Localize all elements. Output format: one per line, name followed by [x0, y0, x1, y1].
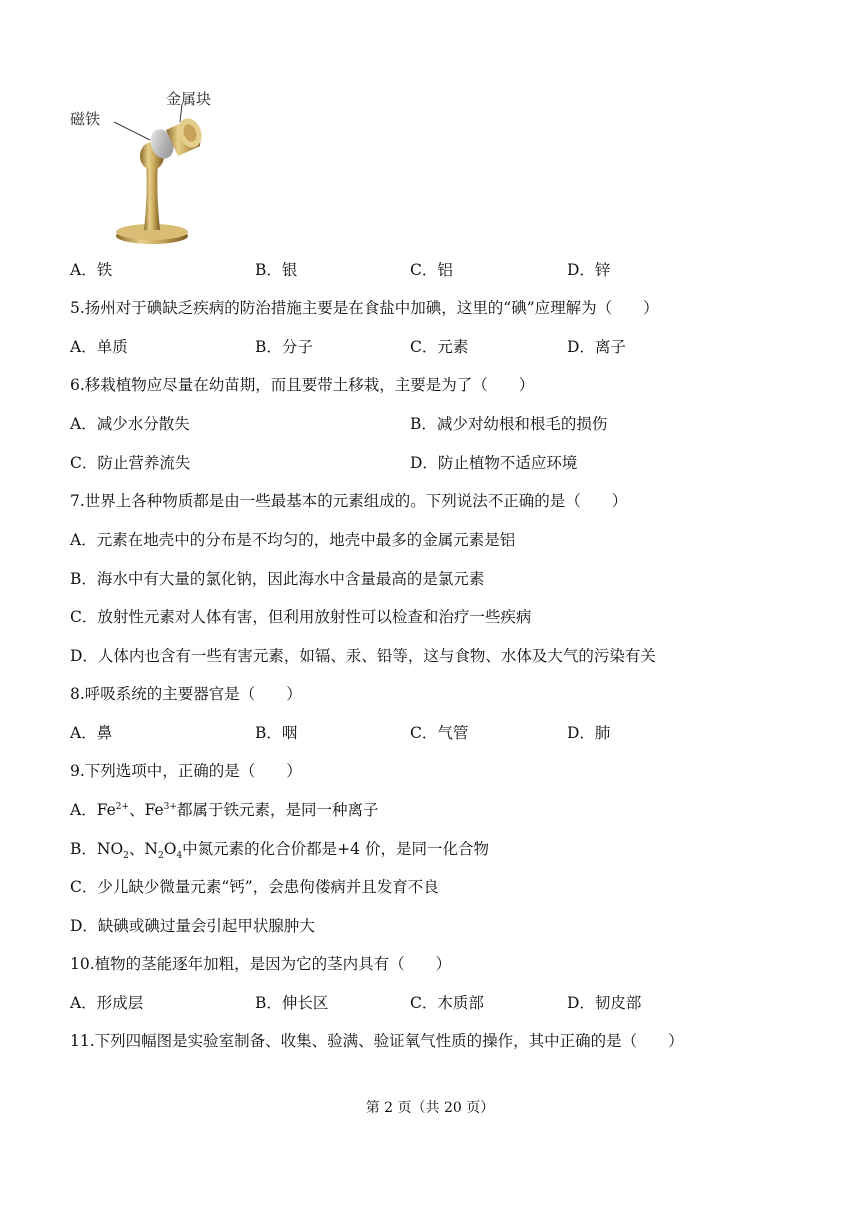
q6-option-a[interactable]: A．减少水分散失	[70, 415, 190, 433]
q5-option-c[interactable]: C．元素	[410, 338, 469, 356]
no2-subscript: 2	[123, 851, 129, 862]
q9-b-prefix: B．NO	[70, 840, 124, 858]
q5-option-a[interactable]: A．单质	[70, 338, 128, 356]
magnet-label: 磁铁	[70, 110, 101, 128]
q9-b-oxygen: O	[163, 840, 177, 858]
option-c[interactable]: C．铝	[410, 261, 453, 279]
q7-option-a[interactable]: A．元素在地壳中的分布是不均匀的，地壳中最多的金属元素是铝	[70, 531, 516, 549]
q9-b-mid: 、N	[128, 840, 158, 858]
q6-option-d[interactable]: D．防止植物不适应环境	[410, 454, 578, 472]
q8-option-d[interactable]: D．肺	[567, 724, 611, 742]
q9-b-suffix: 中氮元素的化合价都是+4 价，是同一化合物	[182, 840, 489, 858]
n2-subscript: 2	[157, 851, 164, 862]
q9-a-suffix: 都属于铁元素，是同一种离子	[176, 801, 379, 819]
q7-option-b[interactable]: B．海水中有大量的氯化钠，因此海水中含量最高的是氯元素	[70, 570, 485, 588]
fe2-charge: 2+	[115, 801, 130, 812]
q7-option-c[interactable]: C．放射性元素对人体有害，但利用放射性可以检查和治疗一些疾病	[70, 608, 532, 626]
q9-option-c[interactable]: C．少儿缺少微量元素“钙”，会患佝偻病并且发育不良	[70, 878, 439, 896]
option-a[interactable]: A．铁	[70, 261, 113, 279]
magnet-figure	[70, 82, 240, 252]
o4-subscript: 4	[176, 851, 183, 862]
q9-option-b[interactable]	[70, 839, 489, 862]
question-5-stem: 5.扬州对于碘缺乏疾病的防治措施主要是在食盐中加碘，这里的“碘”应理解为（ ）	[70, 299, 659, 317]
q9-a-prefix: A．Fe	[70, 801, 116, 819]
question-7-stem: 7.世界上各种物质都是由一些最基本的元素组成的。下列说法不正确的是（ ）	[70, 492, 628, 510]
question-6-stem: 6.移栽植物应尽量在幼苗期，而且要带土移栽，主要是为了（ ）	[70, 376, 535, 394]
q6-option-c[interactable]: C．防止营养流失	[70, 454, 191, 472]
q5-option-b[interactable]: B．分子	[255, 338, 313, 356]
q10-option-b[interactable]: B．伸长区	[255, 994, 329, 1012]
q9-option-a[interactable]	[70, 800, 378, 820]
q6-option-b[interactable]: B．减少对幼根和根毛的损伤	[410, 415, 608, 433]
option-b[interactable]: B．银	[255, 261, 298, 279]
page-footer: 第 2 页（共 20 页）	[365, 1100, 495, 1116]
metal-block-label: 金属块	[166, 90, 212, 108]
q9-a-mid: 、Fe	[129, 801, 164, 819]
fe3-charge: 3+	[163, 801, 177, 812]
question-10-stem: 10.植物的茎能逐年加粗，是因为它的茎内具有（ ）	[70, 955, 452, 973]
q5-option-d[interactable]: D．离子	[567, 338, 626, 356]
q8-option-c[interactable]: C．气管	[410, 724, 469, 742]
option-d[interactable]: D．锌	[567, 261, 611, 279]
question-11-stem: 11.下列四幅图是实验室制备、收集、验满、验证氧气性质的操作，其中正确的是（ ）	[70, 1032, 684, 1050]
q10-option-c[interactable]: C．木质部	[410, 994, 484, 1012]
q10-option-d[interactable]: D．韧皮部	[567, 994, 642, 1012]
q8-option-a[interactable]: A．鼻	[70, 724, 113, 742]
q7-option-d[interactable]: D．人体内也含有一些有害元素，如镉、汞、铅等，这与食物、水体及大气的污染有关	[70, 647, 656, 665]
q10-option-a[interactable]: A．形成层	[70, 994, 144, 1012]
question-8-stem: 8.呼吸系统的主要器官是（ ）	[70, 685, 302, 703]
q9-option-d[interactable]: D．缺碘或碘过量会引起甲状腺肿大	[70, 917, 315, 935]
q8-option-b[interactable]: B．咽	[255, 724, 298, 742]
question-9-stem: 9.下列选项中，正确的是（ ）	[70, 762, 302, 780]
